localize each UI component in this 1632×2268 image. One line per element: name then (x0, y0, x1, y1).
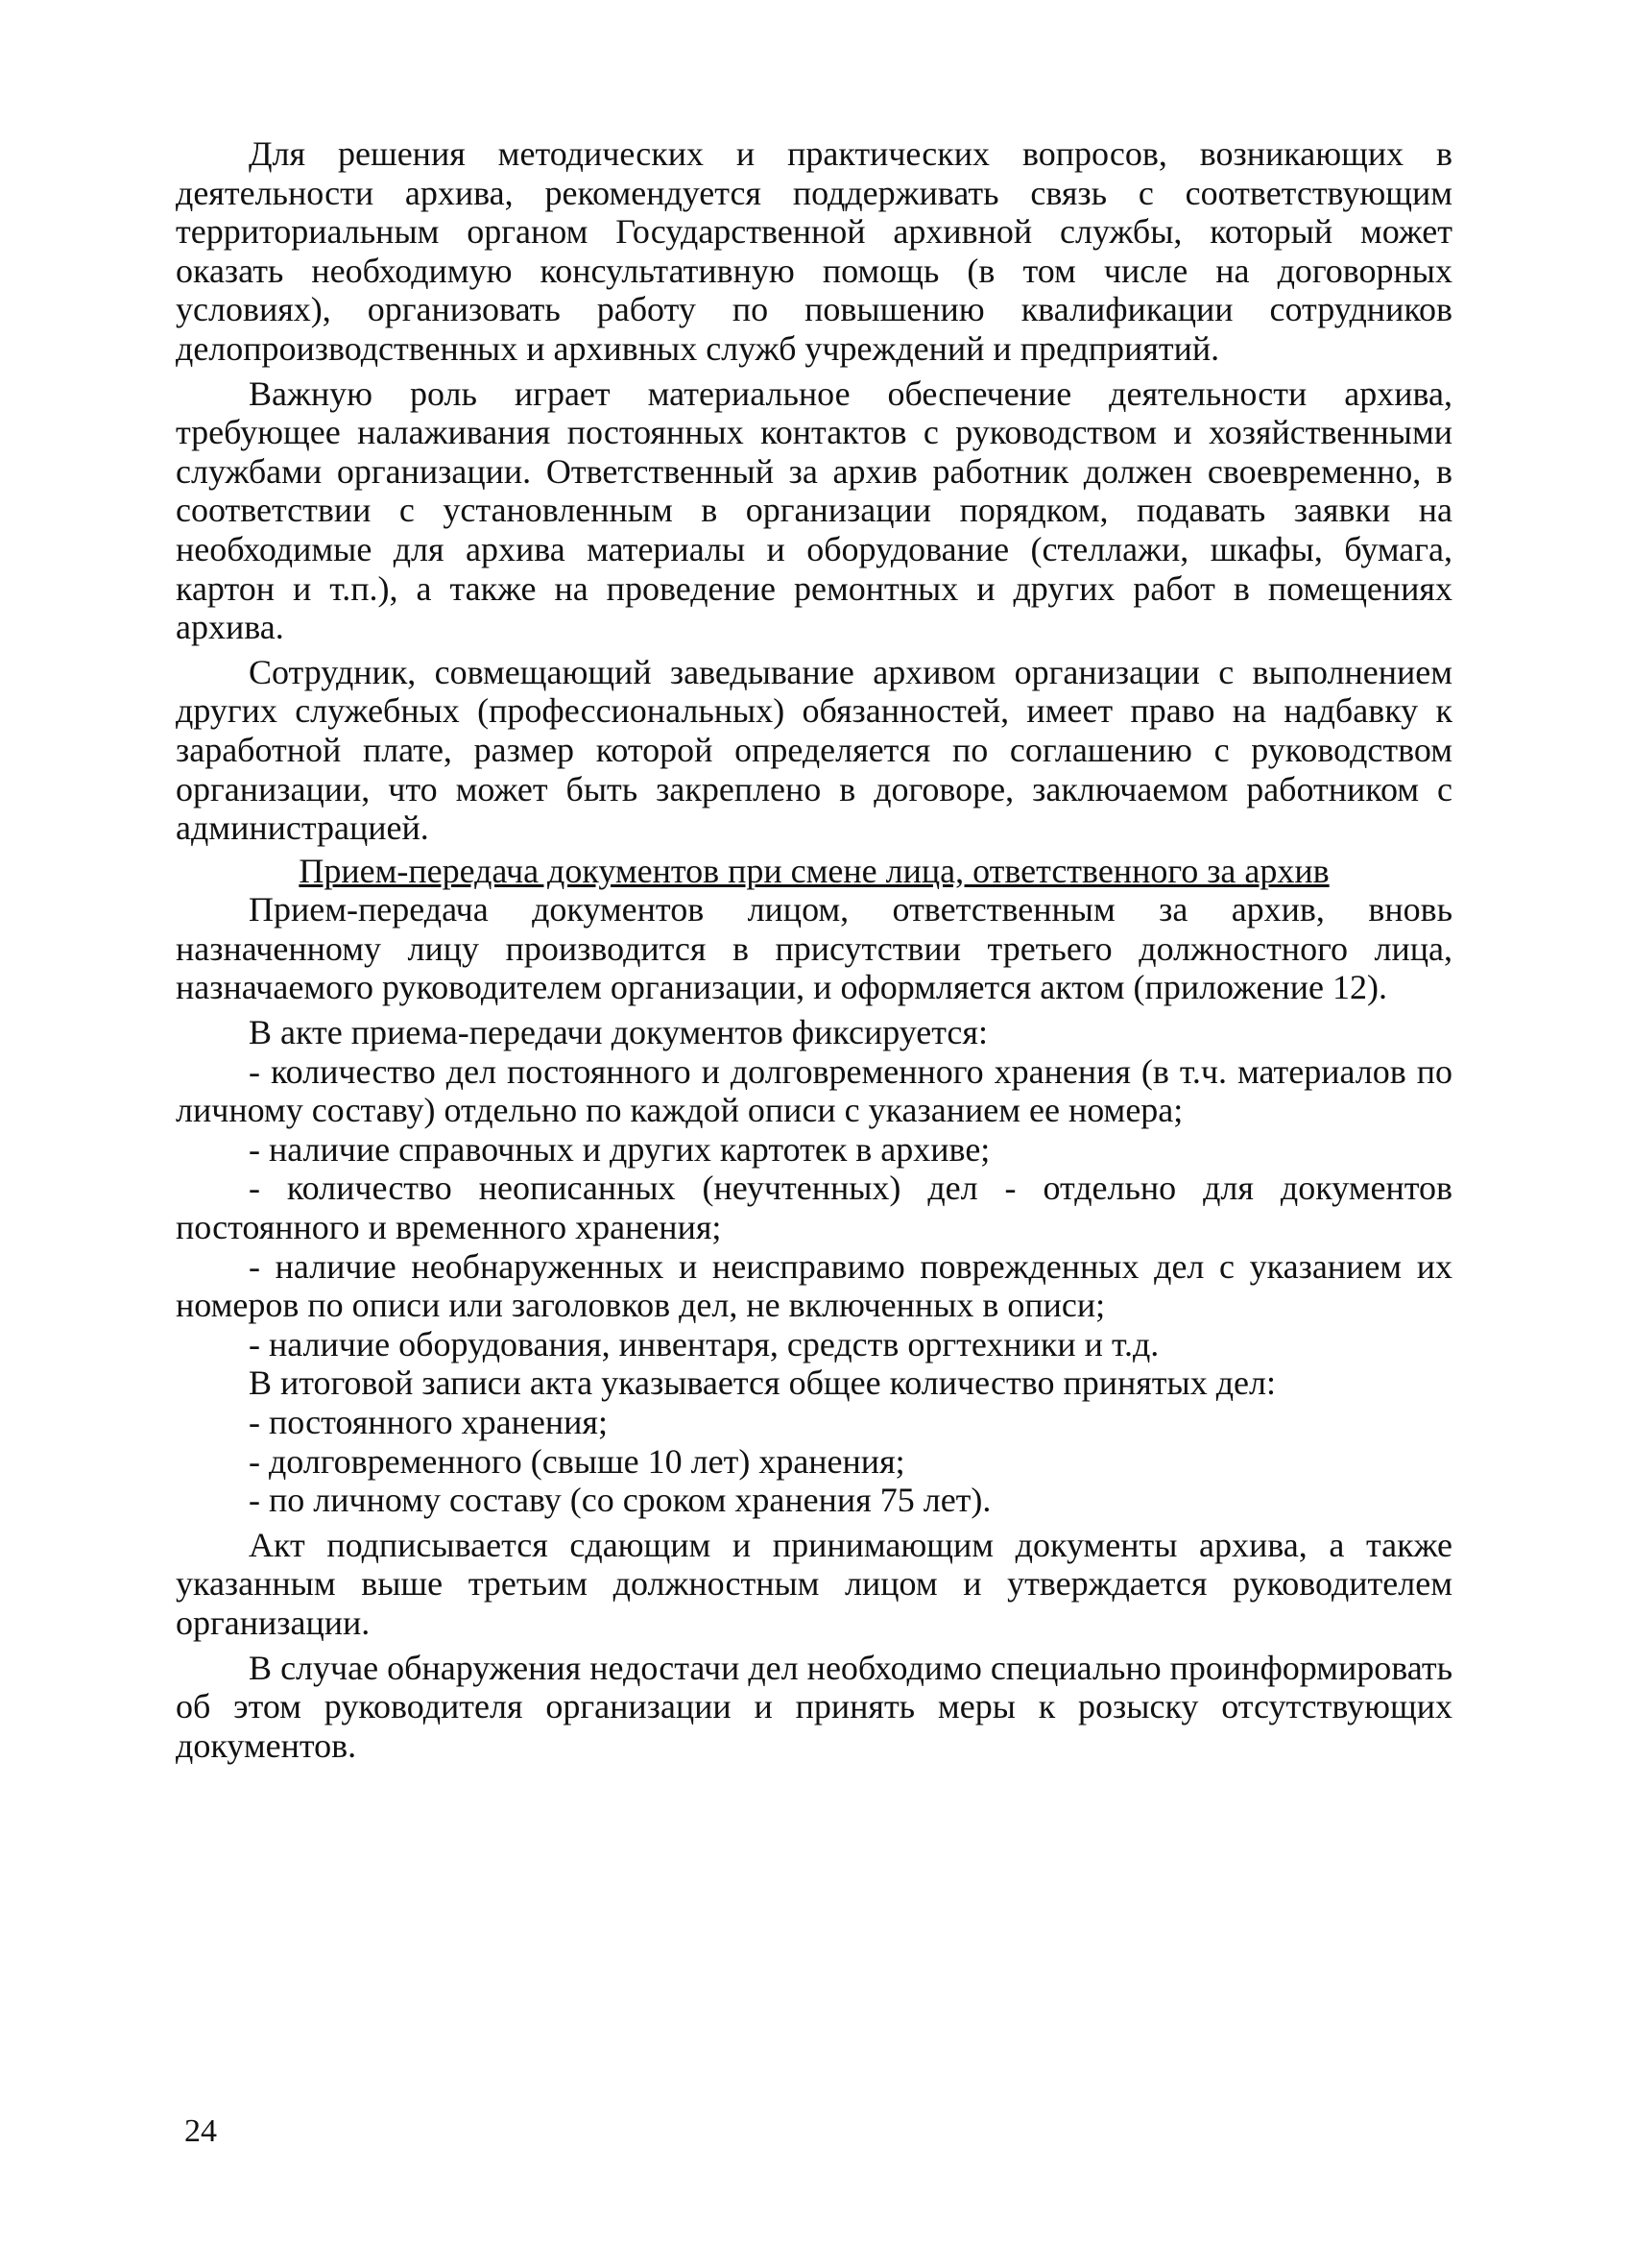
act-fixes-item: - наличие оборудования, инвентаря, средств оргтехники и т.д. (249, 1324, 1160, 1363)
act-fixes-lead: В акте приема-передачи документов фиксируется: (249, 1013, 988, 1052)
summary-item: - постоянного хранения; (249, 1403, 608, 1441)
paragraph-methodical-help: Для решения методических и практических вопросов, возникающих в деятельности архива, рекомендуется поддерживать связь с соответствующим территориальным органом Государственной архивной службы, который может оказать необходимую консультативную помощь (в том числе на договорных условиях), организовать работу по повышению квалификации сотрудников делопроизводственных и архивных служб учреждений и предприятий. (176, 134, 1452, 368)
summary-item: - долговременного (свыше 10 лет) хранения; (249, 1441, 905, 1481)
paragraph-shortage: В случае обнаружения недостачи дел необходимо специально проинформировать об этом руководителя организации и принять меры к розыску отсутствующих документов. (176, 1648, 1452, 1765)
paragraph-salary-bonus: Сотрудник, совмещающий заведывание архивом организации с выполнением других служебных (профессиональных) обязанностей, имеет право на надбавку к заработной плате, размер которой определяется по соглашению с руководством организации, что может быть закреплено в договоре, заключаемом работником с администрацией. (176, 652, 1452, 848)
act-fixes-item: - наличие справочных и других картотек в архиве; (249, 1129, 991, 1169)
paragraph-material-support: Важную роль играет материальное обеспечение деятельности архива, требующее налаживания постоянных контактов с руководством и хозяйственными службами организации. Ответственный за архив работник должен своевременно, в соответствии с установленным в организации порядком, подавать заявки на необходимые для архива материалы и оборудование (стеллажи, шкафы, бумага, картон и т.п.), а также на проведение ремонтных и других работ в помещениях архива. (176, 374, 1452, 647)
paragraph-transfer-intro: Прием-передача документов лицом, ответственным за архив, вновь назначенному лицу производится в присутствии третьего должностного лица, назначаемого руководителем организации, и оформляется актом (приложение 12). (176, 890, 1452, 1007)
act-fixes-item: - наличие необнаруженных и неисправимо поврежденных дел с указанием их номеров по описи или заголовков дел, не включенных в описи; (176, 1246, 1452, 1325)
paragraph-act-signing: Акт подписывается сдающим и принимающим документы архива, а также указанным выше третьим должностным лицом и утверждается руководителем организации. (176, 1525, 1452, 1642)
page-number: 24 (184, 2113, 217, 2149)
act-fixes-item: - количество неописанных (неучтенных) дел - отдельно для документов постоянного и временного хранения; (176, 1169, 1452, 1247)
section-heading: Прием-передача документов при смене лица, ответственного за архив (299, 851, 1330, 890)
text-column (176, 134, 1452, 1765)
summary-lead: В итоговой записи акта указывается общее количество принятых дел: (249, 1363, 1276, 1403)
summary-item: - по личному составу (со сроком хранения 75 лет). (249, 1481, 992, 1520)
act-fixes-item: - количество дел постоянного и долговременного хранения (в т.ч. материалов по личному составу) отдельно по каждой описи с указанием ее номера; (176, 1051, 1452, 1130)
